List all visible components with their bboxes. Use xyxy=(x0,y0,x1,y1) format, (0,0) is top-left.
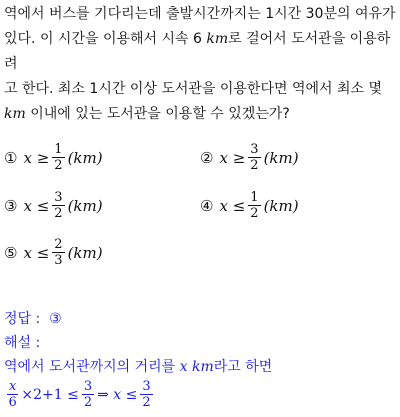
choice-5-fraction: $\frac{2}{3}$ xyxy=(54,237,63,268)
choice-4-fraction: $\frac{1}{2}$ xyxy=(250,190,259,221)
eq-fraction-3: $\frac{3}{2}$ xyxy=(142,379,151,410)
question-line-2: 있다. 이 시간을 이용해서 시속 6 km로 걸어서 도서관을 이용하려 xyxy=(4,31,391,72)
answer-value: ③ xyxy=(49,311,62,327)
choice-2[interactable]: ② x ≥ $\frac{3}{2}$ (km) xyxy=(200,142,299,173)
choice-3[interactable]: ③ x ≤ $\frac{3}{2}$ (km) xyxy=(4,190,103,221)
question-line-3: 고 한다. 최소 1시간 이상 도서관을 이용한다면 역에서 최소 몇 xyxy=(4,81,382,97)
choice-2-fraction: $\frac{3}{2}$ xyxy=(250,142,259,173)
eq-fraction-2: $\frac{3}{2}$ xyxy=(83,379,93,410)
choice-5[interactable]: ⑤ x ≤ $\frac{2}{3}$ (km) xyxy=(4,237,103,268)
question-line-1: 역에서 버스를 기다리는데 출발시간까지는 1시간 30분의 여유가 xyxy=(4,6,396,22)
eq-fraction-1: $\frac{x}{6}$ xyxy=(8,379,17,410)
choice-3-fraction: $\frac{3}{2}$ xyxy=(54,190,63,221)
choice-1-fraction: $\frac{1}{2}$ xyxy=(54,142,63,173)
explanation-line: 역에서 도서관까지의 거리를 x km라고 하면 xyxy=(4,359,273,375)
answer-line: 정답 : ③ xyxy=(4,311,62,327)
question-line-4: km 이내에 있는 도서관을 이용할 수 있겠는가? xyxy=(4,106,290,122)
choice-4[interactable]: ④ x ≤ $\frac{1}{2}$ (km) xyxy=(200,190,299,221)
question-text xyxy=(4,2,398,127)
explanation-equation: $\frac{x}{6}$ ×2+1 ≤ $\frac{3}{2}$ ⇒ x ≤ $\frac{3}{2}$ xyxy=(8,379,151,410)
explanation-label: 해설 : xyxy=(4,335,41,351)
choice-1[interactable]: ① x ≥ $\frac{1}{2}$ (km) xyxy=(4,142,103,173)
